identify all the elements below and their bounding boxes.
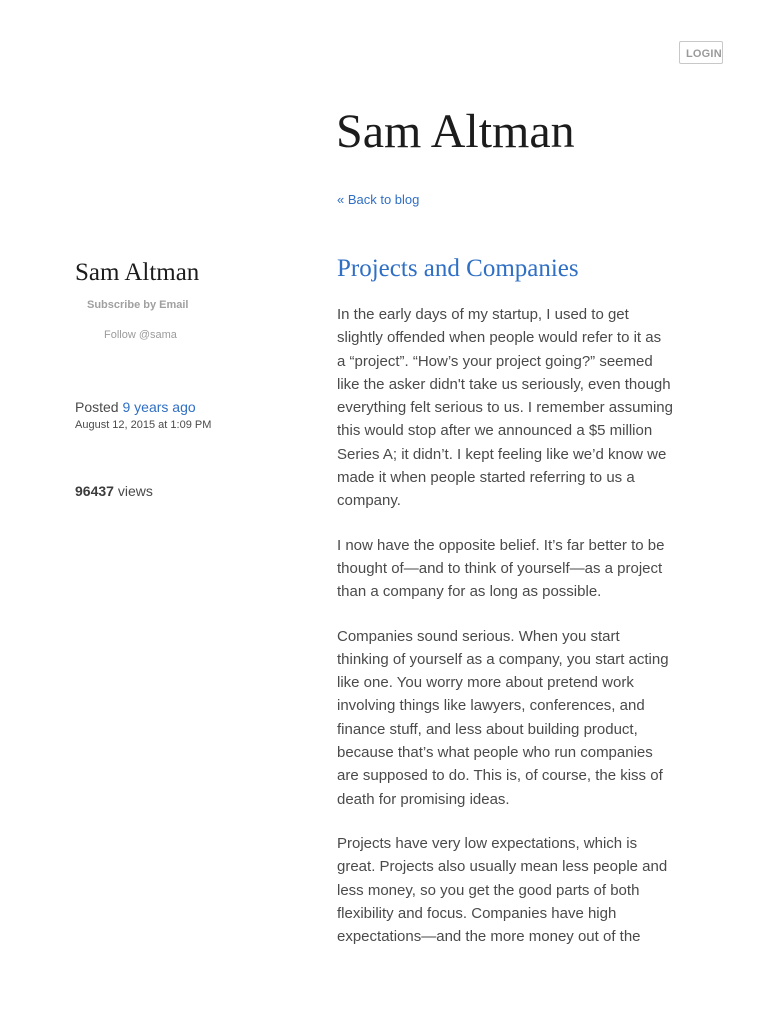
post-paragraph: Companies sound serious. When you start thinking of yourself as a company, you start acting like one. You worry more about pretend work involving things like lawyers, conferences, and finance stuff, and less about building product, because that’s what people who run companies are supposed to do. This is, of course, the kiss of death for promising ideas.: [337, 627, 669, 808]
login-button[interactable]: LOGIN: [679, 41, 723, 64]
post-paragraph: Projects have very low expectations, which is great. Projects also usually mean less people and less money, so you get the good parts of both flexibility and focus. Companies have high expectations—and the more money out of the: [337, 834, 668, 946]
views-number: 96437: [75, 483, 114, 499]
post-date: August 12, 2015 at 1:09 PM: [75, 419, 212, 431]
site-title[interactable]: Sam Altman: [336, 105, 575, 158]
views-label: views: [117, 483, 153, 499]
post-paragraph: In the early days of my startup, I used to get slightly offended when people would refer to it as a “project”. “How’s your project going?” seemed like the asker didn't take us seriously, even though everything felt serious to us. I remember assuming this would stop after we announced a $5 million Series A; it didn’t. I kept feeling like we’d know we made it when people started referring to us a company.: [337, 306, 673, 510]
subscribe-email-link[interactable]: Subscribe by Email: [87, 299, 189, 311]
posted-info: [75, 398, 196, 416]
view-count: [75, 482, 153, 500]
post-body: [337, 303, 673, 948]
post-paragraph: I now have the opposite belief. It’s far better to be thought of—and to think of yourself—as a project than a company for as long as possible.: [337, 536, 665, 601]
sidebar-author-name[interactable]: Sam Altman: [75, 259, 200, 286]
back-to-blog-link[interactable]: « Back to blog: [337, 192, 420, 207]
post-title[interactable]: Projects and Companies: [337, 255, 579, 282]
follow-twitter-link[interactable]: Follow @sama: [104, 329, 177, 341]
posted-prefix: Posted: [75, 399, 119, 415]
posted-relative-link[interactable]: 9 years ago: [122, 399, 196, 415]
